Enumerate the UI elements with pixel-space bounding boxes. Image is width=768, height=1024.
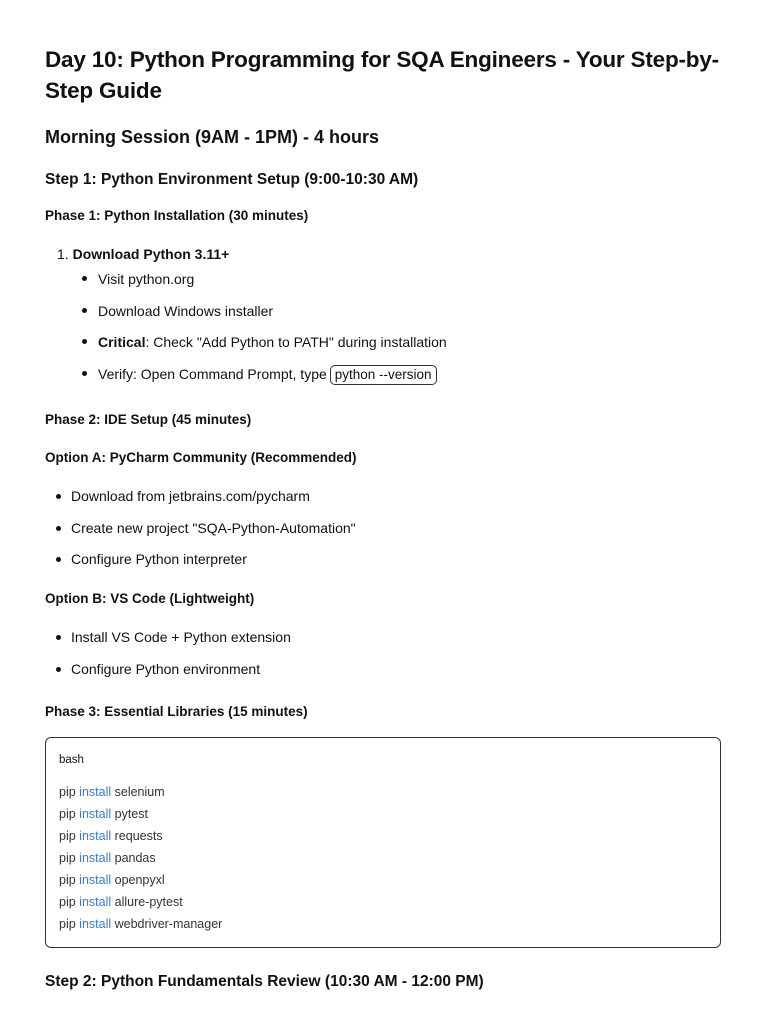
bullet-dot — [82, 339, 87, 344]
bullet-dot — [56, 526, 61, 531]
list-item-verify — [98, 365, 437, 385]
critical-label: Critical — [98, 334, 146, 350]
list-item: Download Windows installer — [98, 303, 274, 319]
phase2-heading: Phase 2: IDE Setup (45 minutes) — [45, 412, 252, 427]
code-line: pip install selenium — [59, 785, 165, 799]
bullet-dot — [82, 276, 87, 281]
bullet-dot — [56, 494, 61, 499]
option-a-heading: Option A: PyCharm Community (Recommended) — [45, 450, 357, 465]
list-item: Create new project "SQA-Python-Automation" — [71, 520, 356, 536]
list-item: Visit python.org — [98, 271, 195, 287]
step2-heading: Step 2: Python Fundamentals Review (10:30 AM - 12:00 PM) — [45, 973, 484, 990]
code-block — [45, 737, 721, 948]
option-b-heading: Option B: VS Code (Lightweight) — [45, 591, 255, 606]
verify-text: Verify: Open Command Prompt, type — [98, 366, 327, 382]
list-item: Configure Python interpreter — [71, 551, 247, 567]
bullet-dot — [56, 635, 61, 640]
code-line: pip install pytest — [59, 807, 148, 821]
bullet-dot — [82, 371, 87, 376]
critical-text: Check "Add Python to PATH" during installation — [153, 334, 447, 350]
code-line: pip install requests — [59, 829, 163, 843]
numbered-item-1 — [57, 245, 229, 263]
page-title: Day 10: Python Programming for SQA Engineers - Your Step-by-Step Guide — [45, 47, 719, 103]
bullet-dot — [56, 557, 61, 562]
list-item-critical — [98, 333, 447, 351]
morning-session-heading: Morning Session (9AM - 1PM) - 4 hours — [45, 127, 380, 147]
list-item: Configure Python environment — [71, 661, 261, 677]
code-line: pip install pandas — [59, 851, 156, 865]
bullet-dot — [56, 667, 61, 672]
inline-code: python --version — [330, 365, 437, 385]
list-item: Download from jetbrains.com/pycharm — [71, 488, 310, 504]
step1-heading: Step 1: Python Environment Setup (9:00-10:30 AM) — [45, 171, 419, 188]
item-label: Download Python 3.11+ — [72, 246, 230, 262]
code-line: pip install allure-pytest — [59, 895, 183, 909]
code-line: pip install webdriver-manager — [59, 917, 223, 931]
phase3-heading: Phase 3: Essential Libraries (15 minutes) — [45, 704, 308, 719]
code-line: pip install openpyxl — [59, 873, 165, 887]
critical-separator: : — [145, 334, 150, 350]
phase1-heading: Phase 1: Python Installation (30 minutes) — [45, 208, 309, 223]
item-number: 1. — [57, 246, 69, 262]
bullet-dot — [82, 308, 87, 313]
list-item: Install VS Code + Python extension — [71, 629, 291, 645]
code-language-label: bash — [59, 754, 84, 766]
